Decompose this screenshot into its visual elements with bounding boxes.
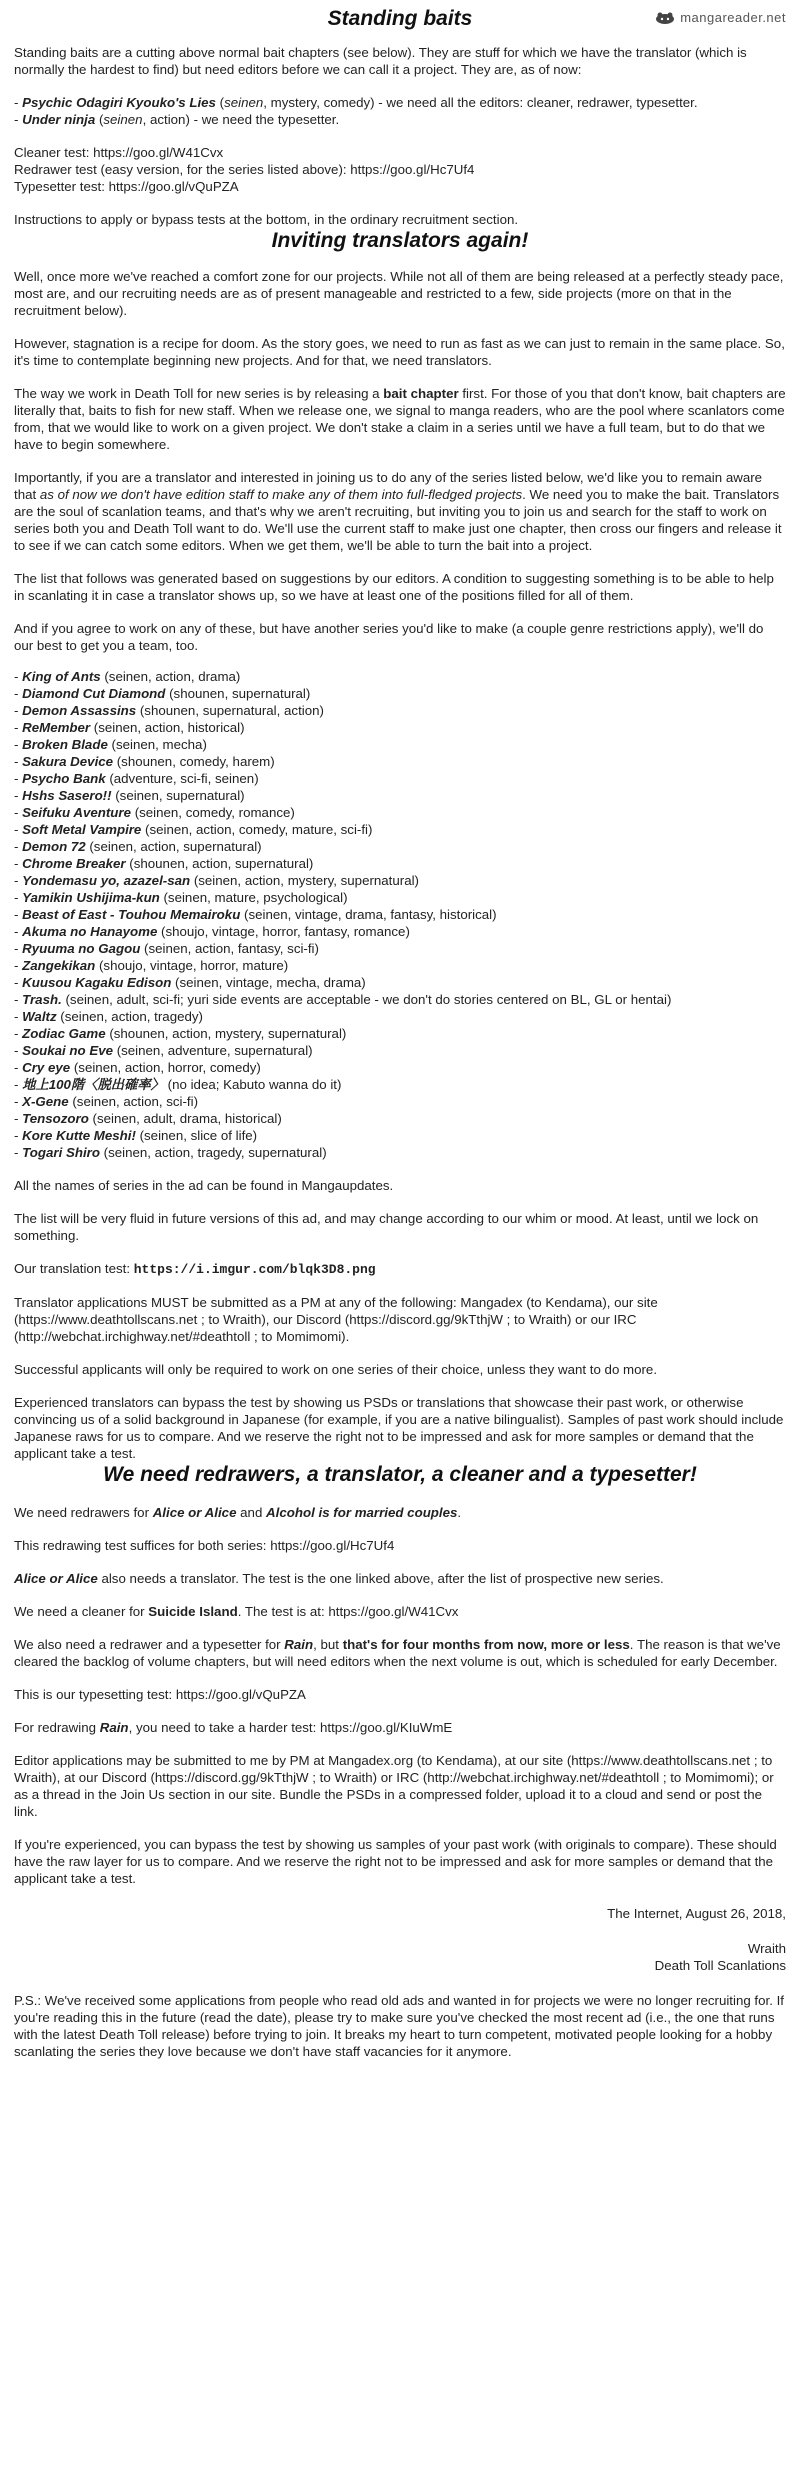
series-genres: (seinen, action, tragedy) <box>56 1009 203 1024</box>
series-list-item: - Soukai no Eve (seinen, adventure, supernatural) <box>14 1043 313 1058</box>
series-list-item: - Trash. (seinen, adult, sci-fi; yuri side events are acceptable - we don't do stories centered on BL, GL or hentai) <box>14 992 672 1007</box>
standing-item: - Psychic Odagiri Kyouko's Lies (seinen, mystery, comedy) - we need all the editors: cleaner, redrawer, typesetter. <box>14 95 698 110</box>
series-name: Diamond Cut Diamond <box>22 686 166 701</box>
series-genres: (seinen, adult, drama, historical) <box>88 1111 282 1126</box>
series-list-item: - Zodiac Game (shounen, action, mystery, supernatural) <box>14 1026 347 1041</box>
series-genres: (seinen, adventure, supernatural) <box>113 1043 313 1058</box>
series-genres: (seinen, action, mystery, supernatural) <box>190 873 419 888</box>
series-list-item: - Demon 72 (seinen, action, supernatural) <box>14 839 262 854</box>
series-list-item: - 地上100階〈脱出確率〉 (no idea; Kabuto wanna do it) <box>14 1077 342 1092</box>
series-list-item: - Seifuku Aventure (seinen, comedy, romance) <box>14 805 295 820</box>
need-paragraph: This is our typesetting test: https://goo.gl/vQuPZA <box>14 1687 306 1702</box>
series-list-item: - Beast of East - Touhou Memairoku (seinen, vintage, drama, fantasy, historical) <box>14 907 497 922</box>
series-name: Waltz <box>22 1009 57 1024</box>
series-list-item: - Broken Blade (seinen, mecha) <box>14 737 207 752</box>
series-name: Tensozoro <box>22 1111 89 1126</box>
series-name: Soukai no Eve <box>22 1043 114 1058</box>
series-name: 地上100階〈脱出確率〉 <box>22 1077 164 1092</box>
series-list-item: - Demon Assassins (shounen, supernatural, action) <box>14 703 324 718</box>
standing-intro: Standing baits are a cutting above normal bait chapters (see below). They are stuff for which we have the translator (which is normally the hardest to find) but need editors before we can call it a project. They are, as of now: <box>14 45 747 77</box>
series-genres: (seinen, action, supernatural) <box>85 839 262 854</box>
series-genres: (seinen, comedy, romance) <box>131 805 295 820</box>
series-name: X-Gene <box>22 1094 69 1109</box>
series-list-item: - Ryuuma no Gagou (seinen, action, fantasy, sci-fi) <box>14 941 319 956</box>
series-name: Ryuuma no Gagou <box>22 941 141 956</box>
series-list-item: - Hshs Sasero!! (seinen, supernatural) <box>14 788 245 803</box>
redrawer-test-link[interactable]: Redrawer test (easy version, for the series listed above): https://goo.gl/Hc7Uf4 <box>14 162 475 177</box>
series-list-item: - Tensozoro (seinen, adult, drama, historical) <box>14 1111 282 1126</box>
need-paragraph: Editor applications may be submitted to me by PM at Mangadex.org (to Kendama), at our site (https://www.deathtollscans.net ; to Wraith), at our Discord (https://discord.gg/9kTthjW ; to Wraith) or IRC (http://webchat.irchighway.net/#deathtoll ; to Momimomi); or as a thread in the Join Us section in our site. Bundle the PSDs in a compressed folder, upload it to a cloud and send or post the link. <box>14 1753 774 1819</box>
cleaner-test-link[interactable]: Cleaner test: https://goo.gl/W41Cvx <box>14 145 224 160</box>
translation-test: Our translation test: https://i.imgur.com/blqk3D8.png <box>14 1261 376 1277</box>
series-genres: (shounen, action, mystery, supernatural) <box>105 1026 347 1041</box>
series-genres: (shounen, supernatural) <box>165 686 311 701</box>
series-list-item: - Waltz (seinen, action, tragedy) <box>14 1009 203 1024</box>
series-list-item: - Kore Kutte Meshi! (seinen, slice of life) <box>14 1128 258 1143</box>
series-genres: (seinen, mature, psychological) <box>159 890 348 905</box>
series-list-item: - Akuma no Hanayome (shoujo, vintage, horror, fantasy, romance) <box>14 924 410 939</box>
series-list-item: - X-Gene (seinen, action, sci-fi) <box>14 1094 199 1109</box>
series-genres: (seinen, action, horror, comedy) <box>70 1060 261 1075</box>
signature-group: Death Toll Scanlations <box>654 1958 786 1973</box>
need-paragraph: If you're experienced, you can bypass the test by showing us samples of your past work (with originals to compare). These should have the raw layer for us to compare. And we reserve the right not to be impressed and ask for more samples or demand that the applicant take a test. <box>14 1837 777 1886</box>
series-list-item: - Yondemasu yo, azazel-san (seinen, action, mystery, supernatural) <box>14 873 419 888</box>
need-paragraph: Alice or Alice also needs a translator. The test is the one linked above, after the list of prospective new series. <box>14 1571 664 1586</box>
series-genres: (no idea; Kabuto wanna do it) <box>163 1077 342 1092</box>
series-name: Yamikin Ushijima-kun <box>22 890 160 905</box>
series-genres: (seinen, slice of life) <box>135 1128 258 1143</box>
inviting-paragraph: The list that follows was generated based on suggestions by our editors. A condition to suggesting something is to be able to help in scanlating it in case a translator shows up, so we have at least one of the positions filled for all of them. <box>14 571 774 603</box>
series-name: Zangekikan <box>22 958 96 973</box>
section-title-inviting-translators: Inviting translators again! <box>271 229 529 252</box>
series-list-item: - Cry eye (seinen, action, horror, comedy) <box>14 1060 261 1075</box>
series-list-item: - ReMember (seinen, action, historical) <box>14 720 245 735</box>
series-genres: (adventure, sci-fi, seinen) <box>105 771 259 786</box>
series-list-item: - King of Ants (seinen, action, drama) <box>14 669 241 684</box>
series-name: King of Ants <box>22 669 101 684</box>
series-genres: (shounen, supernatural, action) <box>136 703 324 718</box>
series-list-item: - Sakura Device (shounen, comedy, harem) <box>14 754 275 769</box>
standing-item: - Under ninja (seinen, action) - we need the typesetter. <box>14 112 340 127</box>
series-name: Togari Shiro <box>22 1145 100 1160</box>
postscript: P.S.: We've received some applications from people who read old ads and wanted in for projects we were no longer recruiting for. If you're reading this in the future (read the date), please try to make sure you've checked the most recent ad (i.e., the one that runs with the latest Death Toll release) before trying to join. It breaks my heart to turn competent, motivated people looking for a hobby scanlating the series they love because we don't have staff vacancies for it anymore. <box>14 1993 784 2059</box>
inviting-paragraph: Experienced translators can bypass the test by showing us PSDs or translations that showcase their past work, or otherwise convincing us of a solid background in Japanese (for example, if you are a native bilingualist). Samples of past work should include Japanese raws for us to compare. And we reserve the right not to be impressed and ask for more samples or demand that the applicant take a test. <box>14 1395 784 1461</box>
series-genres: (seinen, action, drama) <box>100 669 241 684</box>
series-genres: (seinen, vintage, drama, fantasy, historical) <box>240 907 497 922</box>
inviting-paragraph: All the names of series in the ad can be found in Mangaupdates. <box>14 1178 394 1193</box>
series-name: Demon Assassins <box>22 703 137 718</box>
series-name: ReMember <box>22 720 91 735</box>
section-title-we-need: We need redrawers, a translator, a cleaner and a typesetter! <box>103 1463 697 1486</box>
series-genres: (seinen, adult, sci-fi; yuri side events are acceptable - we don't do stories centered on BL, GL or hentai) <box>61 992 672 1007</box>
series-name: Beast of East - Touhou Memairoku <box>22 907 241 922</box>
standing-items <box>14 94 786 128</box>
series-genres: (seinen, action, fantasy, sci-fi) <box>140 941 319 956</box>
section-title-standing-baits: Standing baits <box>327 7 473 30</box>
need-paragraph: We also need a redrawer and a typesetter for Rain, but that's for four months from now, more or less. The reason is that we've cleared the backlog of volume chapters, but will need editors when the next volume is out, which is scheduled for early December. <box>14 1637 781 1669</box>
series-genres: (seinen, mecha) <box>107 737 207 752</box>
translation-test-link[interactable]: https://i.imgur.com/blqk3D8.png <box>133 1262 376 1277</box>
series-genres: (seinen, vintage, mecha, drama) <box>171 975 366 990</box>
series-genres: (seinen, action, sci-fi) <box>68 1094 199 1109</box>
series-name: Psycho Bank <box>22 771 106 786</box>
inviting-paragraph: Translator applications MUST be submitted as a PM at any of the following: Mangadex (to Kendama), our site (https://www.deathtollscans.net ; to Wraith), our Discord (https://discord.gg/9kTthjW ; to Wraith) or our IRC (http://webchat.irchighway.net/#deathtoll ; to Momimomi). <box>14 1295 658 1344</box>
series-name: Yondemasu yo, azazel-san <box>22 873 191 888</box>
series-list-item: - Chrome Breaker (shounen, action, supernatural) <box>14 856 314 871</box>
series-genres: (shoujo, vintage, horror, mature) <box>95 958 289 973</box>
series-name: Cry eye <box>22 1060 71 1075</box>
series-genres: (shoujo, vintage, horror, fantasy, romance) <box>157 924 410 939</box>
need-paragraph: This redrawing test suffices for both series: https://goo.gl/Hc7Uf4 <box>14 1538 395 1553</box>
series-name: Hshs Sasero!! <box>22 788 112 803</box>
inviting-paragraph: The way we work in Death Toll for new series is by releasing a bait chapter first. For those of you that don't know, bait chapters are literally that, baits to fish for new staff. When we release one, we signal to manga readers, who are the pool where scanlators come from, that we would like to work on a given project. We don't stake a claim in a series until we have a full team, but to do that we have to begin somewhere. <box>14 386 786 452</box>
standing-tests <box>14 144 786 195</box>
series-name: Seifuku Aventure <box>22 805 131 820</box>
series-genres: (shounen, comedy, harem) <box>113 754 275 769</box>
series-name: Demon 72 <box>22 839 86 854</box>
series-name: Broken Blade <box>22 737 108 752</box>
inviting-paragraph: And if you agree to work on any of these, but have another series you'd like to make (a couple genre restrictions apply), we'll do our best to get you a team, too. <box>14 621 764 653</box>
series-name: Zodiac Game <box>22 1026 106 1041</box>
series-name: Chrome Breaker <box>22 856 126 871</box>
series-list-item: - Diamond Cut Diamond (shounen, supernatural) <box>14 686 311 701</box>
inviting-paragraph: Importantly, if you are a translator and interested in joining us to do any of the series listed below, we'd like you to remain aware that as of now we don't have edition staff to make any of them into full-fledged projects. We need you to make the bait. Translators are the soul of scanlation teams, and that's why we aren't recruiting, but inviting you to join us and search for the staff to work on series both you and Death Toll want to do. We'll use the current staff to make just one chapter, then cross our fingers and release it to see if we can catch some editors. When we get them, we'll be able to turn the bait into a project. <box>14 470 782 553</box>
standing-outro: Instructions to apply or bypass tests at the bottom, in the ordinary recruitment section. <box>14 212 519 227</box>
series-list-item: - Yamikin Ushijima-kun (seinen, mature, psychological) <box>14 890 348 905</box>
inviting-paragraph: However, stagnation is a recipe for doom. As the story goes, we need to run as fast as we can just to remain in the same place. So, it's time to contemplate beginning new projects. And for that, we need translators. <box>14 336 785 368</box>
series-name: Akuma no Hanayome <box>22 924 158 939</box>
series-list-item: - Psycho Bank (adventure, sci-fi, seinen) <box>14 771 259 786</box>
series-list-item: - Soft Metal Vampire (seinen, action, comedy, mature, sci-fi) <box>14 822 373 837</box>
inviting-paragraph: The list will be very fluid in future versions of this ad, and may change according to our whim or mood. At least, until we lock on something. <box>14 1211 759 1243</box>
series-name: Kuusou Kagaku Edison <box>22 975 172 990</box>
need-paragraph: We need redrawers for Alice or Alice and Alcohol is for married couples. <box>14 1505 462 1520</box>
document-body <box>14 0 786 2060</box>
series-genres: (seinen, action, historical) <box>90 720 245 735</box>
inviting-paragraph: Well, once more we've reached a comfort zone for our projects. While not all of them are being released at a perfectly steady pace, most are, and our recruiting needs are as of present manageable and restricted to a few, side projects (more on that in the recruitment below). <box>14 269 784 318</box>
series-name: Kore Kutte Meshi! <box>22 1128 136 1143</box>
series-genres: (seinen, action, comedy, mature, sci-fi) <box>141 822 373 837</box>
typesetter-test-link[interactable]: Typesetter test: https://goo.gl/vQuPZA <box>14 179 239 194</box>
series-name: Trash. <box>22 992 62 1007</box>
need-paragraph: For redrawing Rain, you need to take a harder test: https://goo.gl/KIuWmE <box>14 1720 453 1735</box>
series-list <box>14 668 786 1161</box>
series-genres: (seinen, action, tragedy, supernatural) <box>99 1145 327 1160</box>
series-list-item: - Togari Shiro (seinen, action, tragedy, supernatural) <box>14 1145 327 1160</box>
signature-place-date: The Internet, August 26, 2018, <box>607 1906 786 1921</box>
watermark-text: mangareader.net <box>680 10 786 25</box>
series-list-item: - Kuusou Kagaku Edison (seinen, vintage, mecha, drama) <box>14 975 366 990</box>
need-paragraph: We need a cleaner for Suicide Island. The test is at: https://goo.gl/W41Cvx <box>14 1604 459 1619</box>
signature-name: Wraith <box>747 1941 786 1956</box>
inviting-paragraph: Successful applicants will only be required to work on one series of their choice, unless they want to do more. <box>14 1362 658 1377</box>
series-name: Sakura Device <box>22 754 114 769</box>
series-name: Soft Metal Vampire <box>22 822 142 837</box>
series-genres: (seinen, supernatural) <box>111 788 245 803</box>
series-genres: (shounen, action, supernatural) <box>125 856 314 871</box>
series-list-item: - Zangekikan (shoujo, vintage, horror, mature) <box>14 958 289 973</box>
